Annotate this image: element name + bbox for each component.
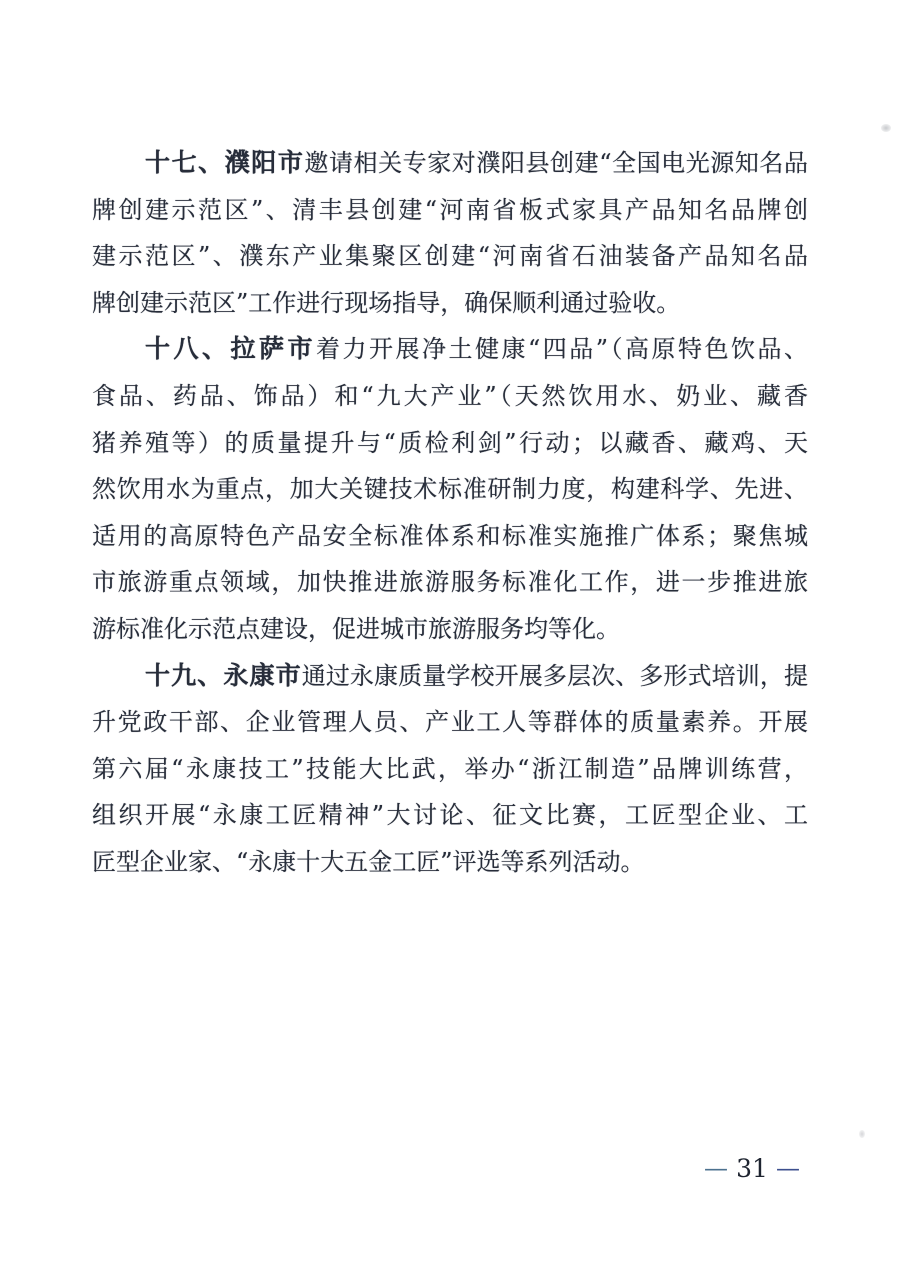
paragraph-lead: 十八、拉萨市 (145, 334, 316, 364)
page-number-dash-right: — (776, 1154, 800, 1182)
paragraph-text: 邀请相关专家对濮阳县创建“全国电光源知名品 (304, 149, 808, 177)
page-number (704, 1152, 800, 1184)
paragraph-line: 升党政干部、企业管理人员、产业工人等群体的质量素养。开展 (92, 708, 808, 737)
paragraph-line (92, 326, 808, 373)
paragraph-line: 第六届“永康技工”技能大比武，举办“浙江制造”品牌训练营， (92, 754, 808, 783)
paragraph-line: 食品、药品、饰品）和“九大产业”（天然饮用水、奶业、藏香 (92, 381, 808, 410)
paragraph-line: 猪养殖等）的质量提升与“质检利剑”行动；以藏香、藏鸡、天 (92, 428, 808, 457)
paragraph-lead: 十九、永康市 (145, 660, 302, 690)
paragraph-line: 匠型企业家、“永康十大五金工匠”评选等系列活动。 (92, 847, 645, 876)
paragraph-line: 市旅游重点领域，加快推进旅游服务标准化工作，进一步推进旅 (92, 568, 808, 597)
paragraph-line (92, 140, 808, 187)
page-number-value: 31 (736, 1153, 768, 1183)
paragraph-line: 游标准化示范点建设，促进城市旅游服务均等化。 (92, 614, 620, 643)
paragraph-line: 建示范区”、濮东产业集聚区创建“河南省石油装备产品知名品 (92, 242, 808, 271)
paragraph-line (92, 653, 808, 700)
document-body (92, 140, 808, 886)
paragraph-line: 牌创建示范区”工作进行现场指导，确保顺利通过验收。 (92, 288, 681, 317)
page-number-dash-left: — (704, 1154, 728, 1182)
scan-artifact-speck (859, 1130, 865, 1138)
scan-artifact-speck (881, 124, 891, 132)
paragraph-line: 组织开展“永康工匠精神”大讨论、征文比赛，工匠型企业、工 (92, 801, 808, 830)
paragraph-19 (92, 653, 808, 886)
paragraph-lead: 十七、濮阳市 (145, 148, 305, 177)
paragraph-line: 适用的高原特色产品安全标准体系和标准实施推广体系；聚焦城 (92, 521, 808, 550)
paragraph-17 (92, 140, 808, 326)
paragraph-text: 着力开展净土健康“四品”（高原特色饮品、 (316, 335, 808, 364)
paragraph-line: 然饮用水为重点，加大关键技术标准研制力度，构建科学、先进、 (92, 475, 808, 504)
paragraph-line: 牌创建示范区”、清丰县创建“河南省板式家具产品知名品牌创 (92, 195, 808, 224)
paragraph-text: 通过永康质量学校开展多层次、多形式培训，提 (301, 661, 808, 690)
paragraph-18 (92, 326, 808, 652)
